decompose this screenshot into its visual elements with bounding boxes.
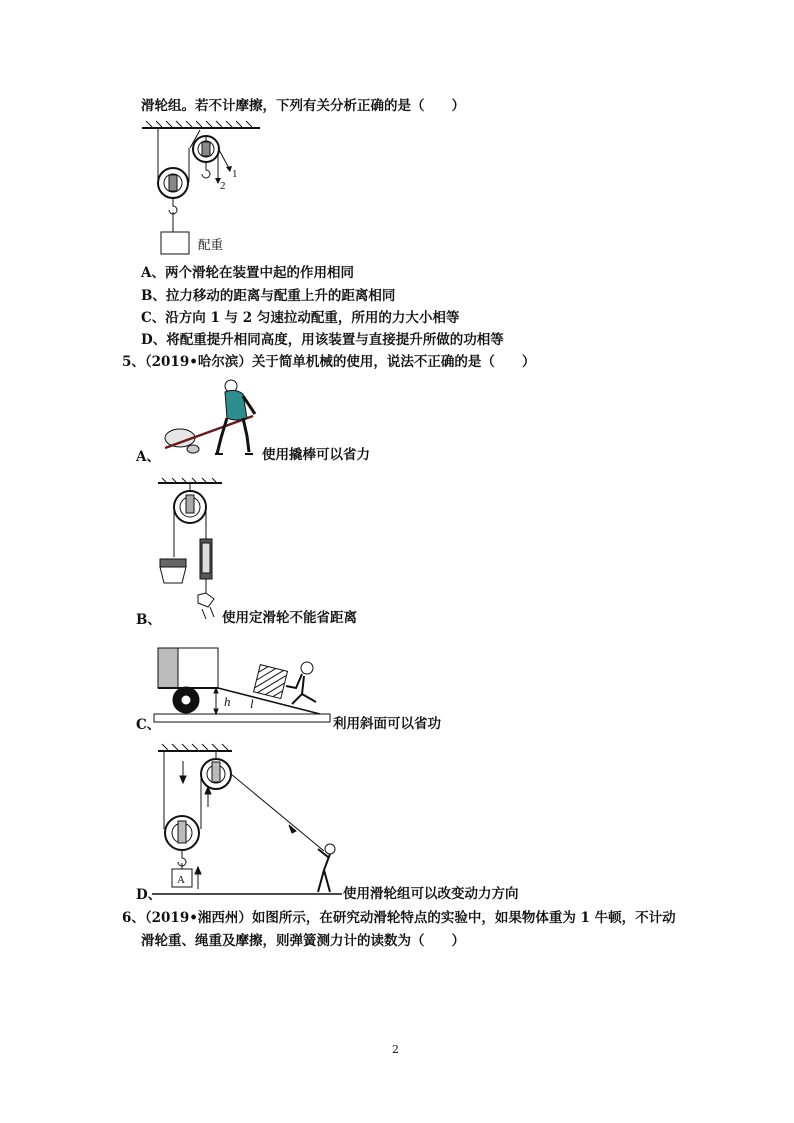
q5-c-height-label: h xyxy=(224,694,231,709)
page-number: 2 xyxy=(392,1043,399,1056)
q5-option-d-caption: 使用滑轮组可以改变动力方向 xyxy=(343,886,519,902)
q4-option-c: C、沿方向 1 与 2 匀速拉动配重，所用的力大小相等 xyxy=(141,310,460,326)
q5-stem: 5、（2019•哈尔滨）关于简单机械的使用，说法不正确的是（ ） xyxy=(122,354,536,370)
q5-option-c-caption: 利用斜面可以省功 xyxy=(333,716,441,732)
q5-option-b-letter: B、 xyxy=(136,612,161,628)
q4-option-b: B、拉力移动的距离与配重上升的距离相同 xyxy=(141,288,396,304)
q5-d-pulley-block-figure xyxy=(150,741,345,896)
q4-direction-1-label: 1 xyxy=(232,168,238,180)
q6-stem-line-2: 滑轮重、绳重及摩擦，则弹簧测力计的读数为（ ） xyxy=(141,933,465,949)
q4-weight-label: 配重 xyxy=(198,237,224,252)
q5-c-length-label: l xyxy=(250,696,254,711)
q5-option-c-letter: C、 xyxy=(136,717,161,733)
q5-c-incline-figure xyxy=(152,642,332,724)
q4-stem-tail: 滑轮组。若不计摩擦，下列有关分析正确的是（ ） xyxy=(141,98,465,114)
q5-a-crowbar-figure xyxy=(155,376,265,461)
q4-option-d: D、将配重提升相同高度，用该装置与直接提升所做的功相等 xyxy=(141,332,504,348)
q5-option-b-caption: 使用定滑轮不能省距离 xyxy=(222,610,357,626)
q5-option-a-caption: 使用撬棒可以省力 xyxy=(262,447,370,463)
q5-option-d-letter: D、 xyxy=(136,887,162,903)
q5-b-fixed-pulley-figure xyxy=(150,477,230,627)
q4-option-a: A、两个滑轮在装置中起的作用相同 xyxy=(141,265,354,281)
q5-option-a-letter: A、 xyxy=(136,449,160,465)
q6-stem-line-1: 6、（2019•湘西州）如图所示，在研究动滑轮特点的实验中，如果物体重为 1 牛顿，不计动 xyxy=(122,910,676,926)
q5-d-box-label: A xyxy=(177,874,185,886)
q4-direction-2-label: 2 xyxy=(220,180,226,192)
